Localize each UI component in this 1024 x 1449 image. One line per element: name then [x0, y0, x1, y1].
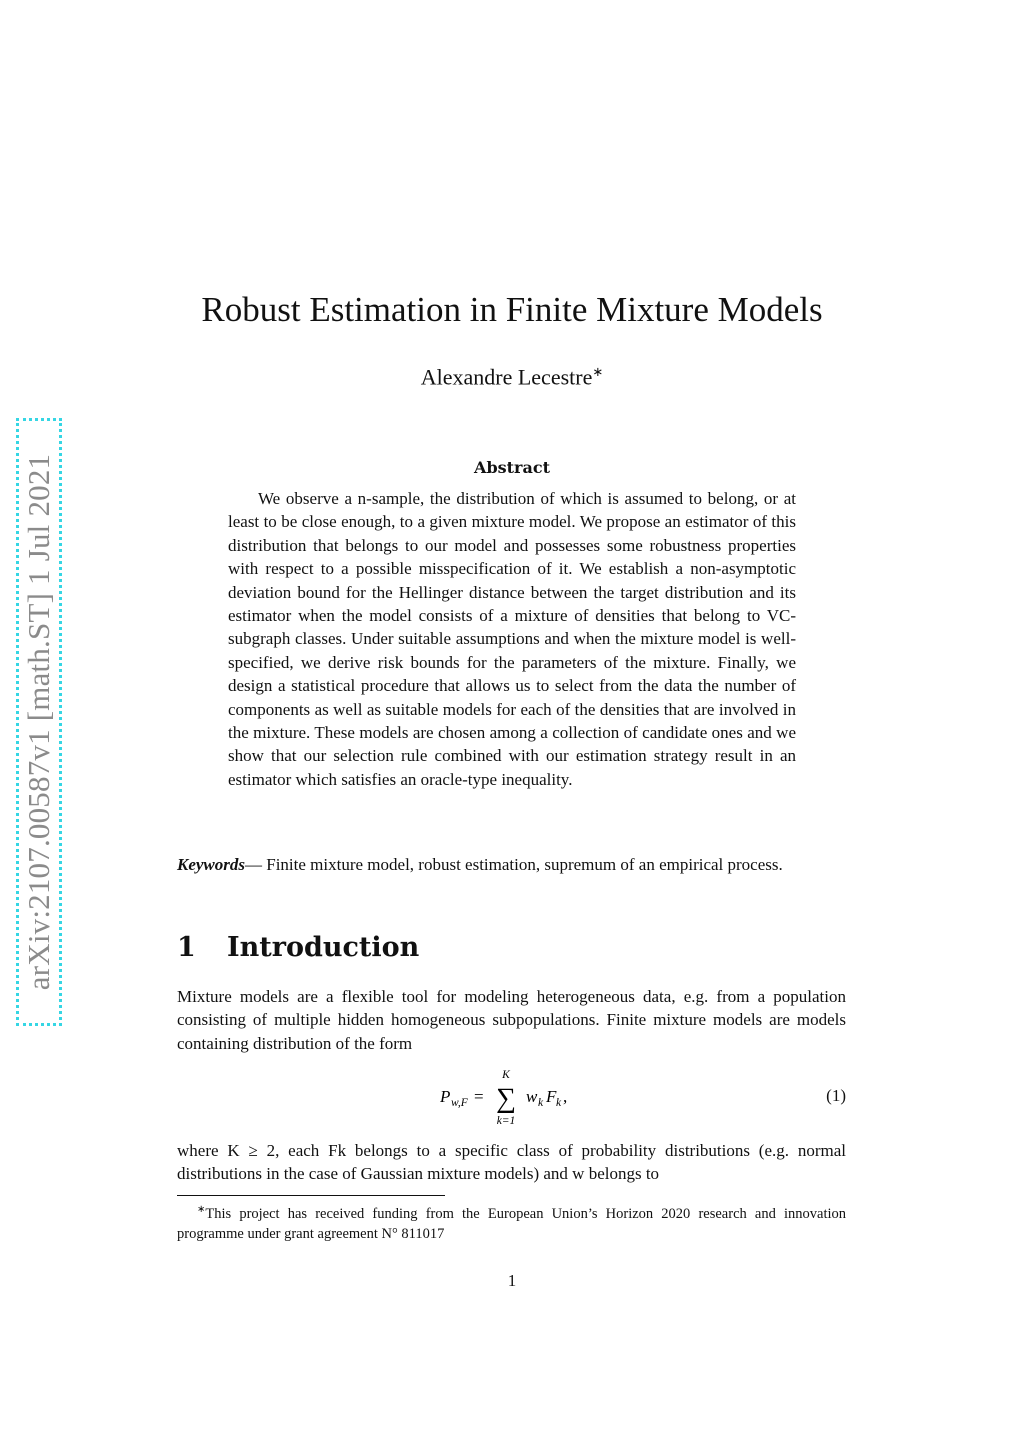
- author-name: Alexandre Lecestre: [420, 364, 593, 390]
- page-number: 1: [507, 1271, 517, 1290]
- equation-component: F: [546, 1087, 557, 1106]
- footnote: [177, 1200, 846, 1245]
- equation-equals: =: [474, 1087, 484, 1106]
- equation-sum-lower: k=1: [496, 1115, 516, 1126]
- equation-formula: [440, 1066, 600, 1126]
- arxiv-identifier-stamp: [16, 418, 62, 1026]
- abstract-heading: Abstract: [474, 458, 550, 477]
- intro-paragraph-1: Mixture models are a flexible tool for modeling heterogeneous data, e.g. from a population consisting of multiple hidden homogeneous subpopulations. Finite mixture models are models containing distribution of the form: [177, 987, 846, 1053]
- footnote-text: This project has received funding from the European Union’s Horizon 2020 research and innovation programme under grant agreement N° 811017: [177, 1205, 846, 1243]
- keywords-text: — Finite mixture model, robust estimation, supremum of an empirical process.: [245, 855, 783, 874]
- section-title: Introduction: [227, 932, 420, 963]
- equation-comma: ,: [563, 1087, 568, 1106]
- paper-title: Robust Estimation in Finite Mixture Models: [201, 290, 823, 329]
- section-number: 1: [177, 932, 196, 963]
- equation-lhs-subscript: w,F: [451, 1097, 468, 1109]
- arxiv-identifier-text: arXiv:2107.00587v1 [math.ST] 1 Jul 2021: [21, 453, 56, 991]
- equation-sum-symbol: ∑: [496, 1083, 516, 1114]
- equation-component-subscript: k: [556, 1097, 562, 1109]
- intro-paragraph-2: where K ≥ 2, each Fk belongs to a specific class of probability distributions (e.g. normal distributions in the case of Gaussian mixture models) and w belongs to: [177, 1141, 846, 1184]
- equation-number: (1): [826, 1086, 846, 1105]
- author-footnote-mark: ∗: [592, 364, 604, 379]
- equation-lhs-symbol: P: [440, 1087, 451, 1106]
- section-heading: [177, 932, 419, 963]
- footnote-mark: ∗: [197, 1204, 206, 1215]
- equation-sum-upper: K: [502, 1069, 510, 1081]
- equation-weight-subscript: k: [538, 1097, 544, 1109]
- keywords-label: Keywords: [177, 855, 245, 874]
- footnote-divider: [177, 1195, 445, 1196]
- keywords-paragraph: [177, 853, 846, 876]
- equation-weight: w: [526, 1087, 538, 1106]
- author-line: [0, 364, 1024, 390]
- abstract-text: We observe a n-sample, the distribution of which is assumed to belong, or at least to be close enough, to a given mixture model. We propose an estimator of this distribution that belongs to our model and possesses some robustness properties with respect to a possible misspecification of it. We establish a non-asymptotic deviation bound for the Hellinger distance between the target distribution and its estimator when the model consists of a mixture of densities that belong to VC-subgraph classes. Under suitable assumptions and when the mixture model is well-specified, we derive risk bounds for the parameters of the mixture. Finally, we design a statistical procedure that allows us to select from the data the number of components as well as suitable models for each of the densities that are involved in the mixture. These models are chosen among a collection of candidate ones and we show that our selection rule combined with our estimation strategy result in an estimator which satisfies an oracle-type inequality.: [228, 489, 796, 789]
- equation-1: [0, 1066, 1024, 1126]
